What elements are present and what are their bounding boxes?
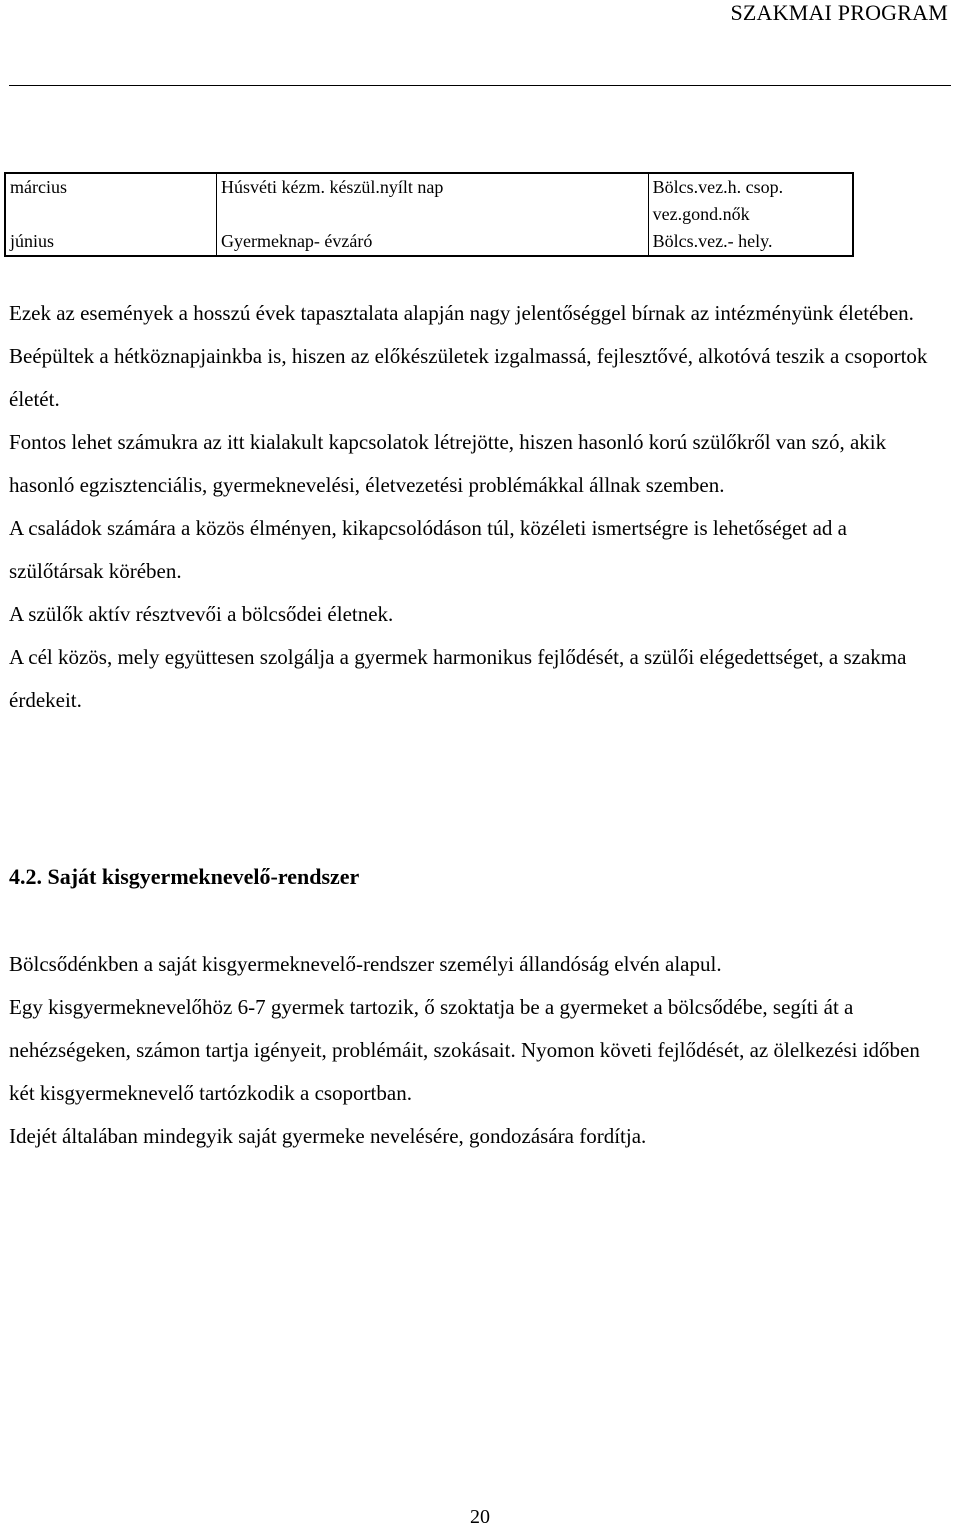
event-schedule-table [4, 172, 854, 257]
running-header-title: SZAKMAI PROGRAM [730, 0, 948, 25]
body-text-bottom [9, 943, 944, 1158]
table-cell-month: március [5, 173, 216, 201]
paragraph: Idejét általában mindegyik saját gyermeke nevelésére, gondozására fordítja. [9, 1124, 647, 1148]
table-cell-month [5, 201, 216, 228]
table-cell-event: Húsvéti kézm. készül.nyílt nap [216, 173, 648, 201]
paragraph: A családok számára a közös élményen, kikapcsolódáson túl, közéleti ismertségre is lehetőséget ad a szülőtársak körében. [9, 516, 847, 583]
table-row [5, 228, 853, 256]
paragraph: Egy kisgyermeknevelőhöz 6-7 gyermek tartozik, ő szoktatja be a gyermeket a bölcsődébe, segíti át a nehézségeken, számon tartja igényeit, problémáit, szokásait. Nyomon követi fejlődését, az ölelkezési időben két kisgyermeknevelő tartózkodik a csoportban. [9, 995, 920, 1105]
paragraph: Beépültek a hétköznapjainkba is, hiszen az előkészületek izgalmassá, fejlesztővé, alkotóvá teszik a csoportok életét. [9, 344, 928, 411]
table-cell-event [216, 201, 648, 228]
paragraph: A cél közös, mely együttesen szolgálja a gyermek harmonikus fejlődését, a szülői elégedettséget, a szakma érdekeit. [9, 645, 907, 712]
table-row [5, 201, 853, 228]
table-row [5, 173, 853, 201]
paragraph: Bölcsődénkben a saját kisgyermeknevelő-rendszer személyi állandóság elvén alapul. [9, 952, 722, 976]
table-cell-month: június [5, 228, 216, 256]
page-number: 20 [470, 1506, 490, 1528]
table-cell-responsible: Bölcs.vez.- hely. [648, 228, 853, 256]
paragraph: Fontos lehet számukra az itt kialakult kapcsolatok létrejötte, hiszen hasonló korú szülőkről van szó, akik hasonló egzisztenciális, gyermeknevelési, életvezetési problémákkal állnak szemben. [9, 430, 887, 497]
paragraph: Ezek az események a hosszú évek tapasztalata alapján nagy jelentőséggel bírnak az intézményünk életében. [9, 301, 914, 325]
paragraph: A szülők aktív résztvevői a bölcsődei életnek. [9, 602, 394, 626]
header-divider [9, 85, 951, 86]
section-heading: 4.2. Saját kisgyermeknevelő-rendszer [9, 864, 360, 889]
table-cell-responsible: vez.gond.nők [648, 201, 853, 228]
table-cell-event: Gyermeknap- évzáró [216, 228, 648, 256]
table-cell-responsible: Bölcs.vez.h. csop. [648, 173, 853, 201]
body-text-top [9, 292, 944, 722]
